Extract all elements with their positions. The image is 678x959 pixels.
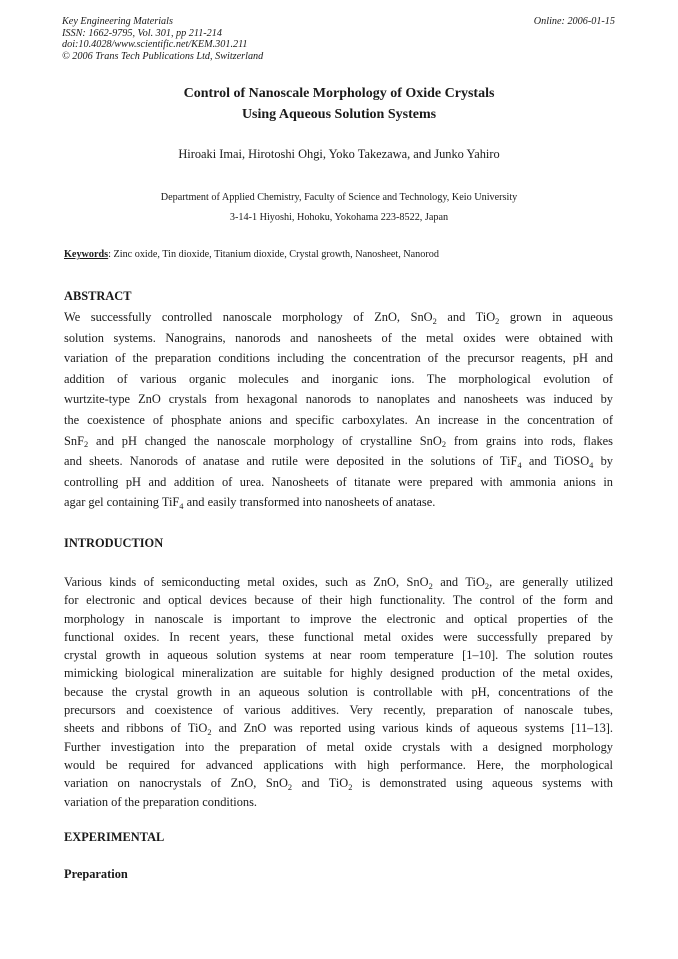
text-line bbox=[64, 451, 613, 472]
doi-line: doi:10.4028/www.scientific.net/KEM.301.211 bbox=[62, 39, 248, 51]
subscript: 4 bbox=[179, 501, 184, 511]
affiliation-line-1: Department of Applied Chemistry, Faculty of Science and Technology, Keio University bbox=[160, 192, 518, 203]
title-line-2: Using Aqueous Solution Systems bbox=[241, 107, 437, 122]
subscript: 4 bbox=[517, 460, 522, 470]
text-run: controlling pH and addition of urea. Nanosheets of titanate were prepared with ammonia anions in bbox=[64, 474, 613, 489]
text-run: and easily transformed into nanosheets of anatase. bbox=[183, 495, 436, 510]
text-line bbox=[64, 701, 613, 719]
copyright-line: © 2006 Trans Tech Publications Ltd, Switzerland bbox=[62, 50, 264, 62]
text-run: by bbox=[593, 454, 613, 469]
text-run: morphology in nanoscale is important to improve the electronic and optical properties of the bbox=[64, 611, 613, 626]
text-line bbox=[64, 664, 613, 682]
title-line-1: Control of Nanoscale Morphology of Oxide Crystals bbox=[183, 86, 495, 101]
experimental-heading: EXPERIMENTAL bbox=[64, 830, 165, 844]
issn-line: ISSN: 1662-9795, Vol. 301, pp 211-214 bbox=[62, 27, 222, 39]
subscript: 2 bbox=[428, 581, 433, 591]
text-line bbox=[64, 472, 613, 493]
preparation-heading: Preparation bbox=[64, 867, 128, 881]
text-run: crystal growth in aqueous solution systems at near room temperature [1–10]. The solution routes bbox=[64, 648, 613, 663]
text-line bbox=[64, 628, 613, 646]
affiliation-line-2: 3-14-1 Hiyoshi, Hohoku, Yokohama 223-8522, Japan bbox=[229, 212, 449, 223]
journal-name: Key Engineering Materials bbox=[62, 16, 173, 27]
introduction-heading: INTRODUCTION bbox=[64, 536, 164, 550]
text-run: for electronic and optical devices because of their high functionality. The control of the form and bbox=[64, 593, 613, 608]
text-run: and TiO bbox=[292, 776, 349, 791]
text-run: variation on nanocrystals of ZnO, SnO bbox=[64, 776, 288, 791]
introduction-body bbox=[64, 573, 613, 811]
text-line bbox=[64, 573, 613, 591]
online-date: Online: 2006-01-15 bbox=[533, 16, 615, 27]
affiliation bbox=[0, 188, 678, 228]
text-run: because the crystal growth in an aqueous solution is controllable with pH, concentrations of the bbox=[64, 684, 613, 699]
text-line bbox=[64, 492, 613, 513]
keywords-text: : Zinc oxide, Tin dioxide, Titanium dioxide, Crystal growth, Nanosheet, Nanorod bbox=[108, 249, 439, 260]
text-run: the coexistence of phosphate anions and specific carboxylates. An increase in the concentration of bbox=[64, 412, 613, 427]
text-line bbox=[64, 348, 613, 369]
subscript: 2 bbox=[432, 316, 437, 326]
text-run: solution systems. Nanograins, nanorods and nanosheets of the metal oxides were obtained with bbox=[64, 330, 613, 345]
text-line bbox=[64, 307, 613, 328]
text-run: We successfully controlled nanoscale morphology of ZnO, SnO bbox=[64, 310, 433, 324]
text-run: variation of the preparation conditions including the concentration of the precursor reagents, pH and bbox=[64, 351, 613, 366]
subscript: 4 bbox=[589, 460, 594, 470]
subscript: 2 bbox=[495, 316, 500, 326]
journal-header bbox=[62, 16, 263, 62]
text-run: agar gel containing TiF bbox=[64, 495, 180, 510]
text-line bbox=[64, 328, 613, 349]
text-line bbox=[64, 756, 613, 774]
text-run: addition of various organic molecules and inorganic ions. The morphological evolution of bbox=[64, 371, 613, 386]
text-run: wurtzite-type ZnO crystals from hexagonal nanorods to nanoplates and nanosheets was induced by bbox=[64, 392, 613, 407]
abstract-body bbox=[64, 307, 613, 513]
text-line bbox=[64, 719, 613, 737]
text-line bbox=[64, 389, 613, 410]
text-run: , are generally utilized bbox=[489, 575, 613, 589]
text-line bbox=[64, 738, 613, 756]
text-run: and ZnO was reported using various kinds of aqueous systems [11–13]. bbox=[211, 721, 613, 736]
text-line bbox=[64, 646, 613, 664]
paper-title bbox=[0, 83, 678, 125]
text-run: and TiO bbox=[436, 310, 496, 324]
text-run: variation of the preparation conditions. bbox=[64, 794, 258, 809]
text-run: is demonstrated using aqueous systems with bbox=[352, 776, 613, 791]
text-line bbox=[64, 774, 613, 792]
text-run: and pH changed the nanoscale morphology of crystalline SnO bbox=[88, 433, 442, 448]
subscript: 2 bbox=[83, 440, 89, 450]
author-list: Hiroaki Imai, Hirotoshi Ohgi, Yoko Takezawa, and Junko Yahiro bbox=[178, 147, 500, 161]
text-run: and TiOSO bbox=[521, 454, 590, 469]
subscript: 2 bbox=[348, 782, 353, 792]
text-line bbox=[64, 610, 613, 628]
text-run: precursors and coexistence of various additives. Very recently, preparation of nanoscale tubes, bbox=[64, 703, 613, 718]
text-run: and TiO bbox=[432, 575, 485, 589]
text-run: from grains into rods, flakes bbox=[446, 433, 613, 448]
abstract-heading: ABSTRACT bbox=[64, 289, 132, 303]
subscript: 2 bbox=[484, 581, 490, 591]
text-line bbox=[64, 369, 613, 390]
subscript: 2 bbox=[441, 440, 446, 450]
text-run: grown in aqueous bbox=[499, 310, 613, 324]
subscript: 2 bbox=[207, 727, 212, 737]
text-run: SnF bbox=[64, 433, 84, 448]
text-run: and sheets. Nanorods of anatase and rutile were deposited in the solutions of TiF bbox=[64, 454, 518, 469]
text-run: Various kinds of semiconducting metal oxides, such as ZnO, SnO bbox=[64, 575, 429, 589]
text-line bbox=[64, 793, 613, 811]
text-line bbox=[64, 431, 613, 452]
keywords-label: Keywords bbox=[64, 249, 109, 260]
text-line bbox=[64, 591, 613, 609]
text-run: mimicking biological mineralization are suitable for highly designed production of the metal oxides, bbox=[64, 666, 613, 681]
text-line bbox=[64, 410, 613, 431]
text-run: Further investigation into the preparation of metal oxide crystals with a designed morphology bbox=[64, 739, 613, 754]
keywords bbox=[64, 248, 439, 262]
subscript: 2 bbox=[287, 782, 293, 792]
text-run: would be required for advanced applications with high performance. Here, the morphological bbox=[64, 757, 613, 772]
text-line bbox=[64, 683, 613, 701]
text-run: functional oxides. In recent years, these functional metal oxides were successfully prepared by bbox=[64, 629, 613, 644]
text-run: sheets and ribbons of TiO bbox=[64, 721, 208, 736]
